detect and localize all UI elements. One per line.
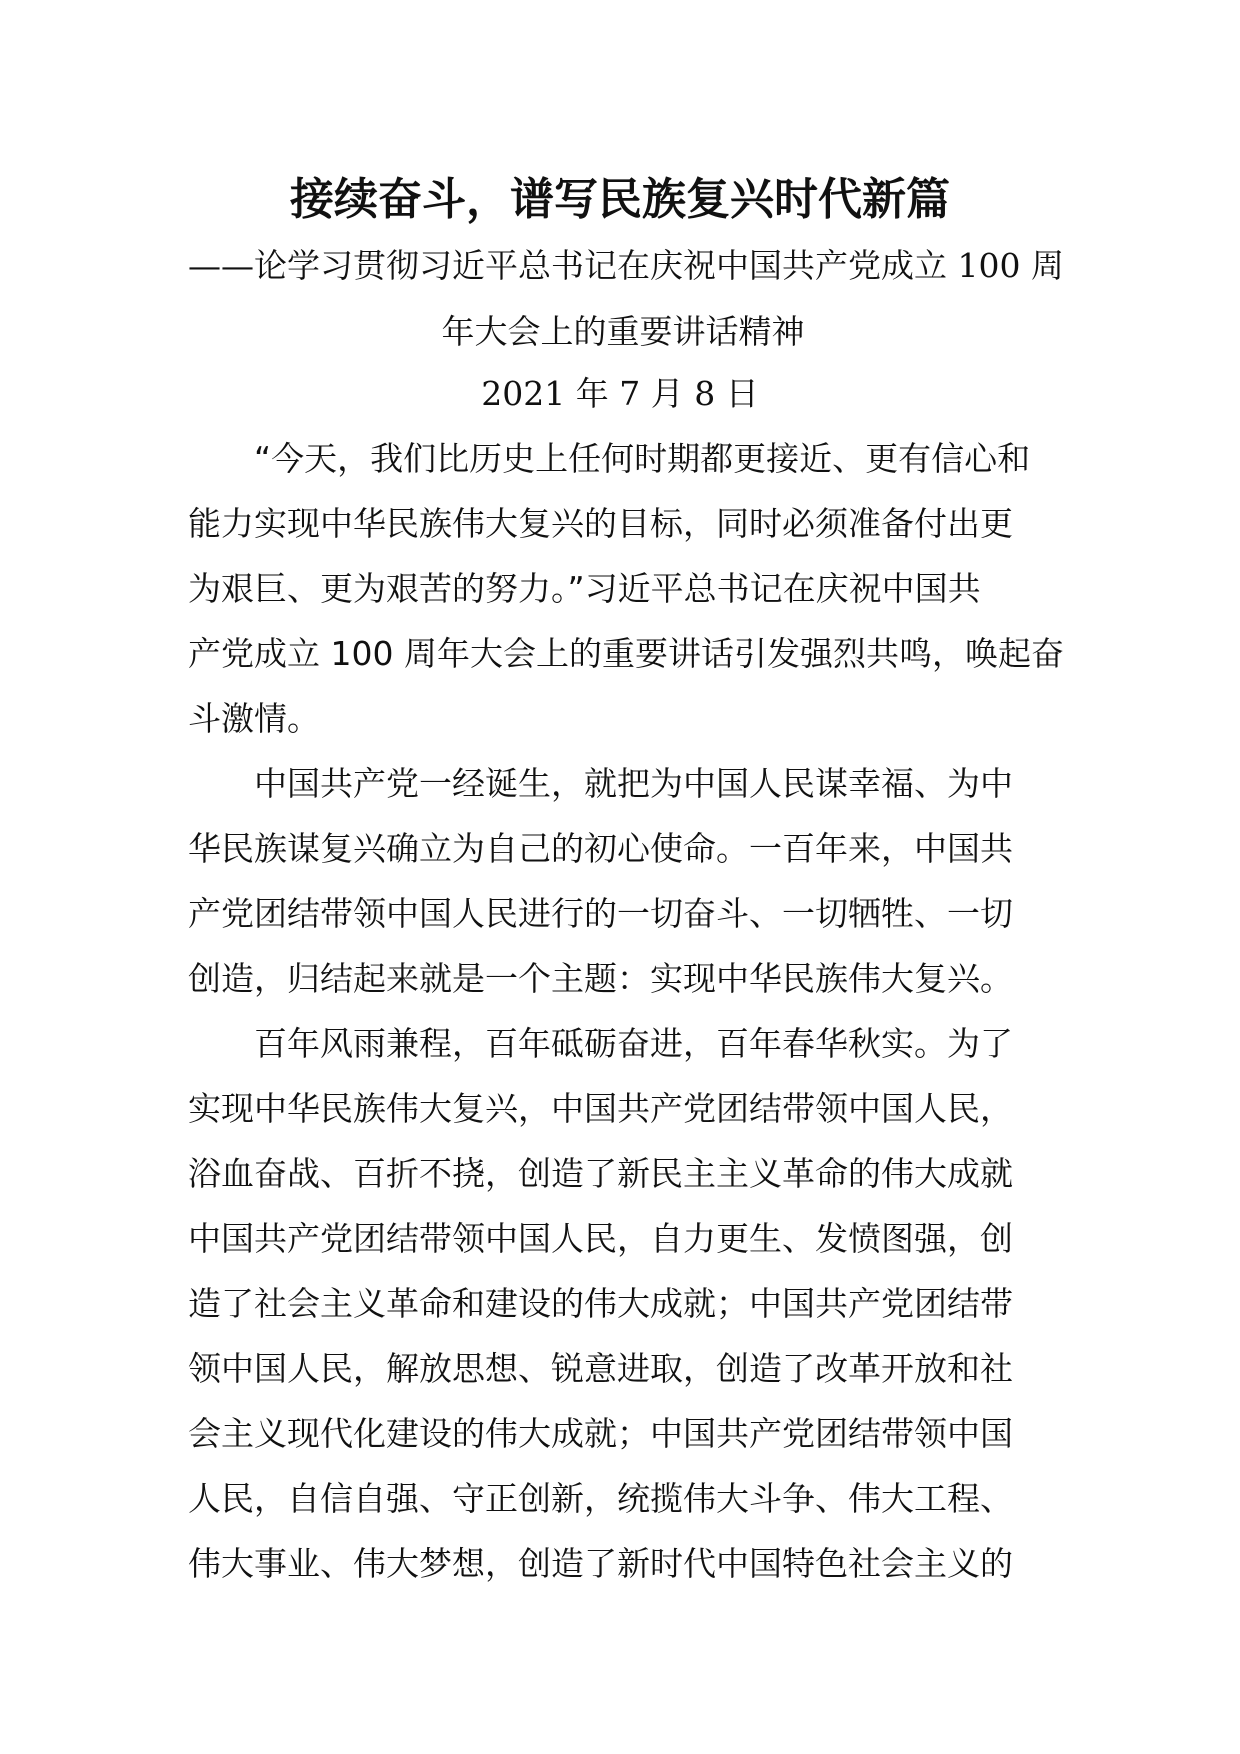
paragraph-line: 造了社会主义革命和建设的伟大成就；中国共产党团结带: [188, 1284, 1013, 1323]
paragraph-line: 能力实现中华民族伟大复兴的目标，同时必须准备付出更: [188, 504, 1013, 543]
paragraph-1: [188, 426, 1064, 751]
paragraph-line: 人民，自信自强、守正创新，统揽伟大斗争、伟大工程、: [188, 1479, 1013, 1518]
document-subtitle-line-2: 年大会上的重要讲话精神: [441, 312, 805, 351]
document-title: 接续奋斗，谱写民族复兴时代新篇: [290, 174, 950, 225]
paragraph-line: 产党团结带领中国人民进行的一切奋斗、一切牺牲、一切: [188, 894, 1013, 933]
paragraph-line: 为艰巨、更为艰苦的努力。”习近平总书记在庆祝中国共: [188, 569, 981, 608]
paragraph-line: 浴血奋战、百折不挠，创造了新民主主义革命的伟大成就: [188, 1154, 1013, 1193]
paragraph-line: 中国共产党团结带领中国人民，自力更生、发愤图强，创: [188, 1219, 1013, 1258]
paragraph-line: 领中国人民，解放思想、锐意进取，创造了改革开放和社: [188, 1349, 1013, 1388]
paragraph-line: 实现中华民族伟大复兴，中国共产党团结带领中国人民，: [188, 1089, 1013, 1128]
paragraph-line: 中国共产党一经诞生，就把为中国人民谋幸福、为中: [188, 764, 1013, 803]
paragraph-line: 百年风雨兼程，百年砥砺奋进，百年春华秋实。为了: [188, 1024, 1013, 1063]
document-body: [188, 426, 1064, 1596]
paragraph-line: 产党成立 100 周年大会上的重要讲话引发强烈共鸣，唤起奋: [188, 634, 1064, 673]
paragraph-line: 华民族谋复兴确立为自己的初心使命。一百年来，中国共: [188, 829, 1013, 868]
paragraph-line: 创造，归结起来就是一个主题：实现中华民族伟大复兴。: [188, 959, 1013, 998]
paragraph-3: [188, 1011, 1058, 1596]
paragraph-2: [188, 751, 1058, 1011]
paragraph-line: 斗激情。: [188, 699, 320, 738]
paragraph-line: 会主义现代化建设的伟大成就；中国共产党团结带领中国: [188, 1414, 1013, 1453]
document-subtitle-line-1: ——论学习贯彻习近平总书记在庆祝中国共产党成立 100 周: [188, 246, 1064, 285]
paragraph-line: “今天，我们比历史上任何时期都更接近、更有信心和: [188, 439, 1031, 478]
paragraph-line: 伟大事业、伟大梦想，创造了新时代中国特色社会主义的: [188, 1544, 1013, 1583]
document-date: 2021 年 7 月 8 日: [481, 374, 759, 413]
